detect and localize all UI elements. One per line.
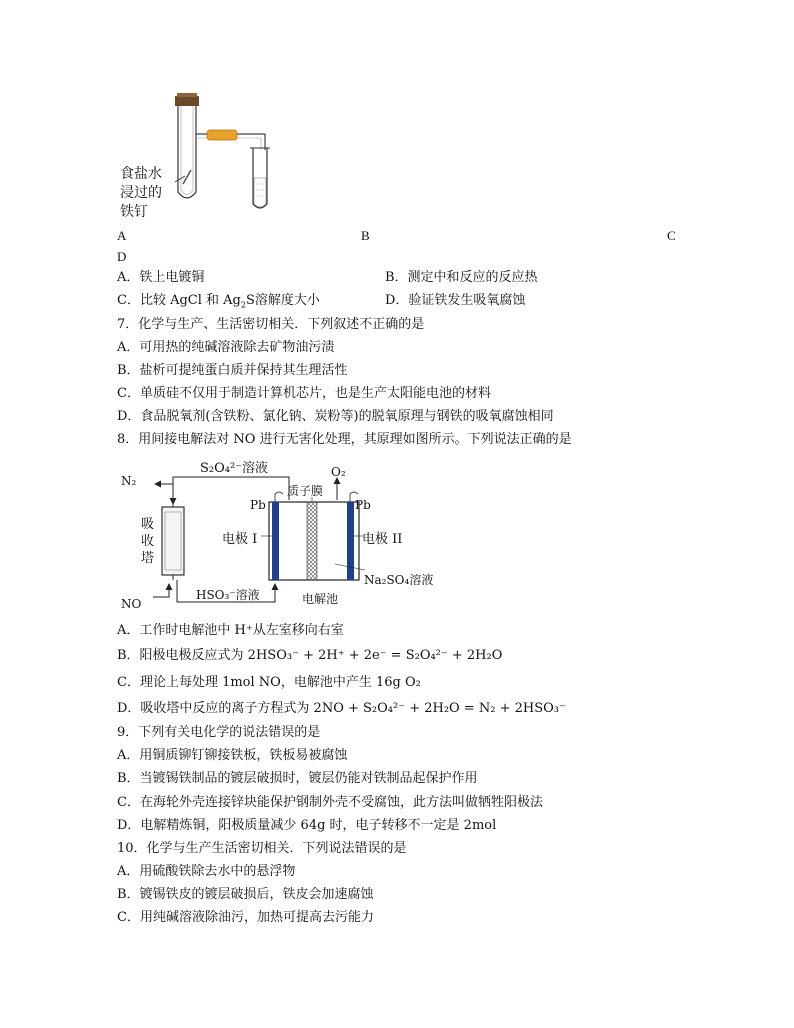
q9-option-d: D．电解精炼铜，阳极质量减少 64g 时，电子转移不一定是 2mol: [117, 818, 497, 833]
diagram-label-tower: [141, 516, 154, 567]
diagram-label-na2so4: Na₂SO₄溶液: [364, 573, 434, 587]
proton-membrane: [307, 502, 317, 580]
absorption-tower: [162, 507, 184, 575]
q9-option-b: B．当镀锡铁制品的镀层破损时，镀层仍能对铁制品起保护作用: [117, 771, 478, 786]
electrolysis-diagram: [117, 452, 457, 617]
q9-option-a: A．用铜质铆钉铆接铁板，铁板易被腐蚀: [117, 748, 348, 763]
tower-char: 塔: [141, 551, 155, 566]
q8-option-a: A．工作时电解池中 H⁺从左室移向右室: [117, 623, 344, 638]
diagram-label-n2: N₂: [121, 474, 137, 488]
q7-stem: 7．化学与生产、生活密切相关．下列叙述不正确的是: [117, 317, 425, 332]
q10-option-a: A．用硫酸铁除去水中的悬浮物: [117, 864, 296, 879]
diagram-label-hso3: HSO₃⁻溶液: [196, 588, 260, 602]
q8-stem: 8．用间接电解法对 NO 进行无害化处理，其原理如图所示。下列说法正确的是: [117, 432, 572, 447]
q6-option-b: B．测定中和反应的反应热: [385, 270, 538, 285]
q7-option-a: A．可用热的纯碱溶液除去矿物油污渍: [117, 340, 335, 355]
tower-char: 吸: [141, 517, 155, 532]
fig1-label-line: 浸过的: [120, 185, 162, 201]
q6-option-c: [117, 292, 320, 315]
q8-option-b: B．阳极电极反应式为 2HSO₃⁻ + 2H⁺ + 2e⁻ = S₂O₄²⁻ + 2H₂O: [117, 648, 503, 663]
fig1-label: [120, 165, 162, 222]
fig1-label-line: 铁钉: [120, 204, 148, 220]
fig1-label-line: 食盐水: [120, 166, 162, 182]
q6-option-c-post: S溶解度大小: [245, 293, 320, 308]
electrode-right: [347, 502, 354, 580]
choice-letter-d: D: [117, 249, 127, 264]
diagram-label-o2: O₂: [331, 465, 346, 479]
q10-stem: 10．化学与生产生活密切相关．下列说法错误的是: [117, 841, 407, 856]
diagram-label-pb-right: Pb: [355, 498, 371, 512]
q6-option-d: D．验证铁发生吸氧腐蚀: [385, 293, 526, 308]
nail: [183, 170, 191, 184]
q9-stem: 9．下列有关电化学的说法错误的是: [117, 725, 321, 740]
diagram-label-cell: 电解池: [302, 592, 339, 606]
q8-option-d: D．吸收塔中反应的离子方程式为 2NO + S₂O₄²⁻ + 2H₂O = N₂ + 2HSO₃⁻: [117, 701, 566, 716]
q8-option-c: C．理论上每处理 1mol NO，电解池中产生 16g O₂: [117, 675, 421, 690]
q7-option-d: D．食品脱氧剂(含铁粉、氯化钠、炭粉等)的脱氧原理与钢铁的吸氧腐蚀相同: [117, 409, 554, 424]
diagram-label-s2o4: S₂O₄²⁻溶液: [200, 461, 269, 476]
q10-option-c: C．用纯碱溶液除油污，加热可提高去污能力: [117, 910, 374, 925]
diagram-label-no: NO: [121, 597, 142, 611]
electrode-left: [272, 502, 279, 580]
diagram-label-electrode1: 电极 I: [222, 532, 258, 547]
q6-option-a: A．铁上电镀铜: [117, 270, 205, 285]
rubber-connector: [207, 130, 237, 140]
q6-option-c-sub: 2: [240, 300, 246, 310]
q6-option-c-pre: C．比较 AgCl 和 Ag: [117, 293, 241, 308]
q10-option-b: B．镀锡铁皮的镀层破损后，铁皮会加速腐蚀: [117, 887, 374, 902]
cork: [175, 96, 199, 106]
diagram-label-membrane: 质子膜: [287, 484, 324, 498]
q7-option-c: C．单质硅不仅用于制造计算机芯片，也是生产太阳能电池的材料: [117, 386, 491, 401]
choice-letter-a: A: [117, 228, 127, 243]
q9-option-c: C．在海轮外壳连接锌块能保护钢制外壳不受腐蚀，此方法叫做牺牲阳极法: [117, 795, 543, 810]
s2o4-pipe: [173, 477, 289, 504]
diagram-label-electrode2: 电极 II: [362, 532, 403, 547]
choice-letter-c: C: [667, 228, 676, 243]
n2-arrow: [155, 484, 173, 490]
tower-char: 收: [141, 534, 155, 549]
q7-option-b: B．盐析可提纯蛋白质并保持其生理活性: [117, 363, 348, 378]
choice-letter-b: B: [361, 228, 370, 243]
diagram-label-pb-left: Pb: [250, 498, 266, 512]
no-inlet-arrow: [153, 584, 169, 597]
